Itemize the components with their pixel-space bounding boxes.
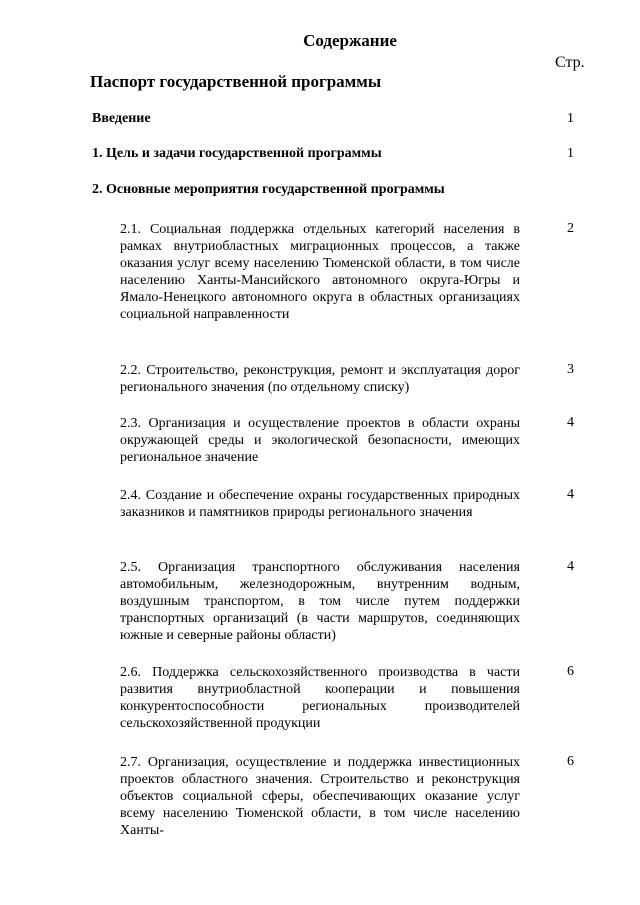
toc-item-page: 4 [567,559,574,574]
toc-item-2-2[interactable]: 2.2. Строительство, реконструкция, ремонт и эксплуатация дорог регионального значения (по отдельному списку) [120,363,520,395]
toc-item-page: 4 [567,415,574,430]
toc-section-label: 1. Цель и задачи государственной программы [92,146,382,161]
toc-section-page: 1 [567,146,574,161]
toc-item-2-3[interactable]: 2.3. Организация и осуществление проектов в области охраны окружающей среды и экологической безопасности, имеющих региональное значение [120,416,520,465]
toc-item-2-7[interactable]: 2.7. Организация, осуществление и поддержка инвестиционных проектов областного значения. Строительство и реконструкция объектов социальной сферы, обеспечивающих оказание услуг всему населению Тюменской области, в том числе населению Ханты- [120,755,520,838]
toc-item-page: 4 [567,487,574,502]
toc-item-2-1[interactable]: 2.1. Социальная поддержка отдельных категорий населения в рамках внутриобластных миграционных процессов, а также оказания услуг всему населению Тюменской области, в том числе населению Ханты-Мансийского автономного округа-Югры и Ямало-Ненецкого автономного округа в областных организациях социальной направленности [120,222,520,322]
toc-item-page: 2 [567,221,574,236]
toc-section-activities[interactable] [92,182,582,198]
passport-heading: Паспорт государственной программы [90,72,382,91]
toc-item-page: 6 [567,754,574,769]
toc-section-goals[interactable] [92,146,582,162]
page-column-header: Стр. [555,54,585,71]
toc-section-label: Введение [92,111,151,126]
toc-item-2-5[interactable]: 2.5. Организация транспортного обслуживания населения автомобильным, железнодорожным, внутренним водным, воздушным транспортом, в том числе путем поддержки транспортных организаций (в части маршрутов, соединяющих южные и северные районы области) [120,560,520,643]
toc-item-page: 6 [567,664,574,679]
page-title: Содержание [303,31,397,50]
toc-item-2-4[interactable]: 2.4. Создание и обеспечение охраны государственных природных заказников и памятников природы регионального значения [120,488,520,520]
toc-item-2-6[interactable]: 2.6. Поддержка сельскохозяйственного производства в части развития внутриобластной кооперации и повышения конкурентоспособности региональных производителей сельскохозяйственной продукции [120,665,520,731]
toc-item-page: 3 [567,362,574,377]
toc-section-label: 2. Основные мероприятия государственной программы [92,182,445,197]
toc-section-intro[interactable] [92,111,582,127]
toc-section-page: 1 [567,111,574,126]
